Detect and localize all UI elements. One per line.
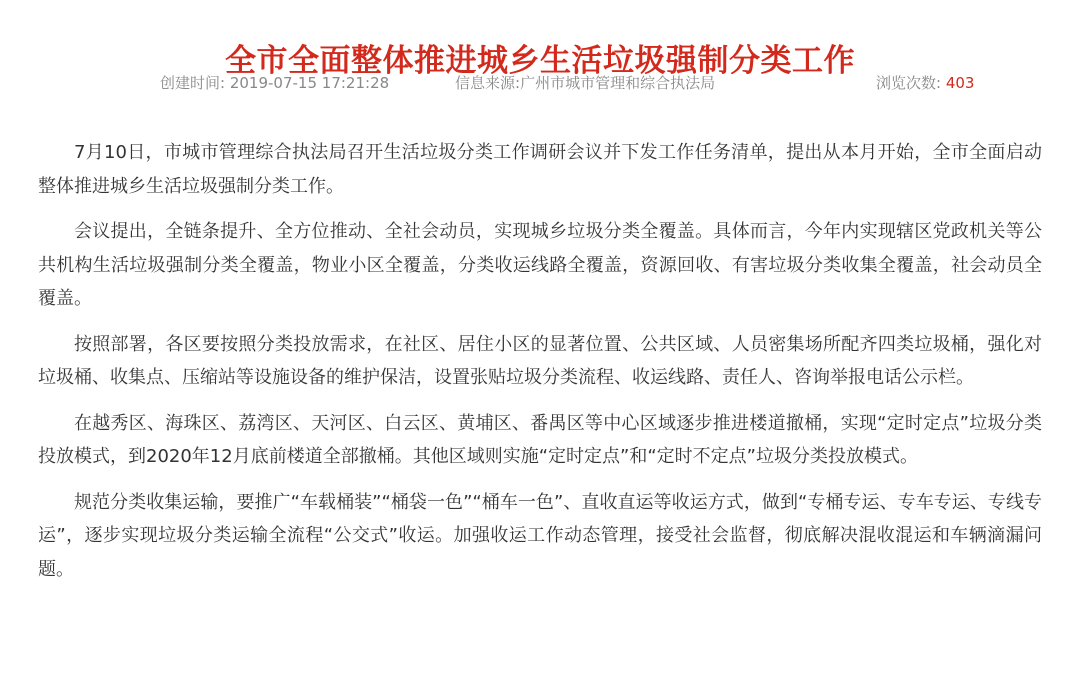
- info-source-value: 广州市城市管理和综合执法局: [520, 74, 716, 92]
- article-meta: [0, 71, 1080, 95]
- paragraph: 7月10日，市城市管理综合执法局召开生活垃圾分类工作调研会议并下发工作任务清单，提出从本月开始，全市全面启动整体推进城乡生活垃圾强制分类工作。: [38, 142, 1042, 197]
- paragraph: 在越秀区、海珠区、荔湾区、天河区、白云区、黄埔区、番禺区等中心区域逐步推进楼道撤桶，实现“定时定点”垃圾分类投放模式，到2020年12月底前楼道全部撤桶。其他区域则实施“定时定点”和“定时不定点”垃圾分类投放模式。: [38, 412, 1042, 467]
- view-count-label: 浏览次数:: [876, 74, 942, 92]
- article-title: 全市全面整体推进城乡生活垃圾强制分类工作: [225, 42, 855, 79]
- created-time-label: 创建时间:: [160, 74, 226, 92]
- article-body: [38, 136, 1042, 598]
- paragraph: 会议提出，全链条提升、全方位推动、全社会动员，实现城乡垃圾分类全覆盖。具体而言，今年内实现辖区党政机关等公共机构生活垃圾强制分类全覆盖，物业小区全覆盖，分类收运线路全覆盖，资源回收、有害垃圾分类收集全覆盖，社会动员全覆盖。: [38, 221, 1042, 309]
- view-count: [876, 71, 974, 95]
- view-count-value: 403: [945, 74, 975, 92]
- created-time: [160, 71, 389, 95]
- info-source-label: 信息来源:: [455, 74, 521, 92]
- created-time-value: 2019-07-15 17:21:28: [229, 74, 390, 92]
- info-source: [455, 71, 715, 95]
- paragraph: 规范分类收集运输，要推广“车载桶装”“桶袋一色”“桶车一色”、直收直运等收运方式，做到“专桶专运、专车专运、专线专运”，逐步实现垃圾分类运输全流程“公交式”收运。加强收运工作动态管理，接受社会监督，彻底解决混收混运和车辆滴漏问题。: [38, 491, 1042, 580]
- paragraph: 按照部署，各区要按照分类投放需求，在社区、居住小区的显著位置、公共区域、人员密集场所配齐四类垃圾桶，强化对垃圾桶、收集点、压缩站等设施设备的维护保洁，设置张贴垃圾分类流程、收运线路、责任人、咨询举报电话公示栏。: [38, 333, 1042, 388]
